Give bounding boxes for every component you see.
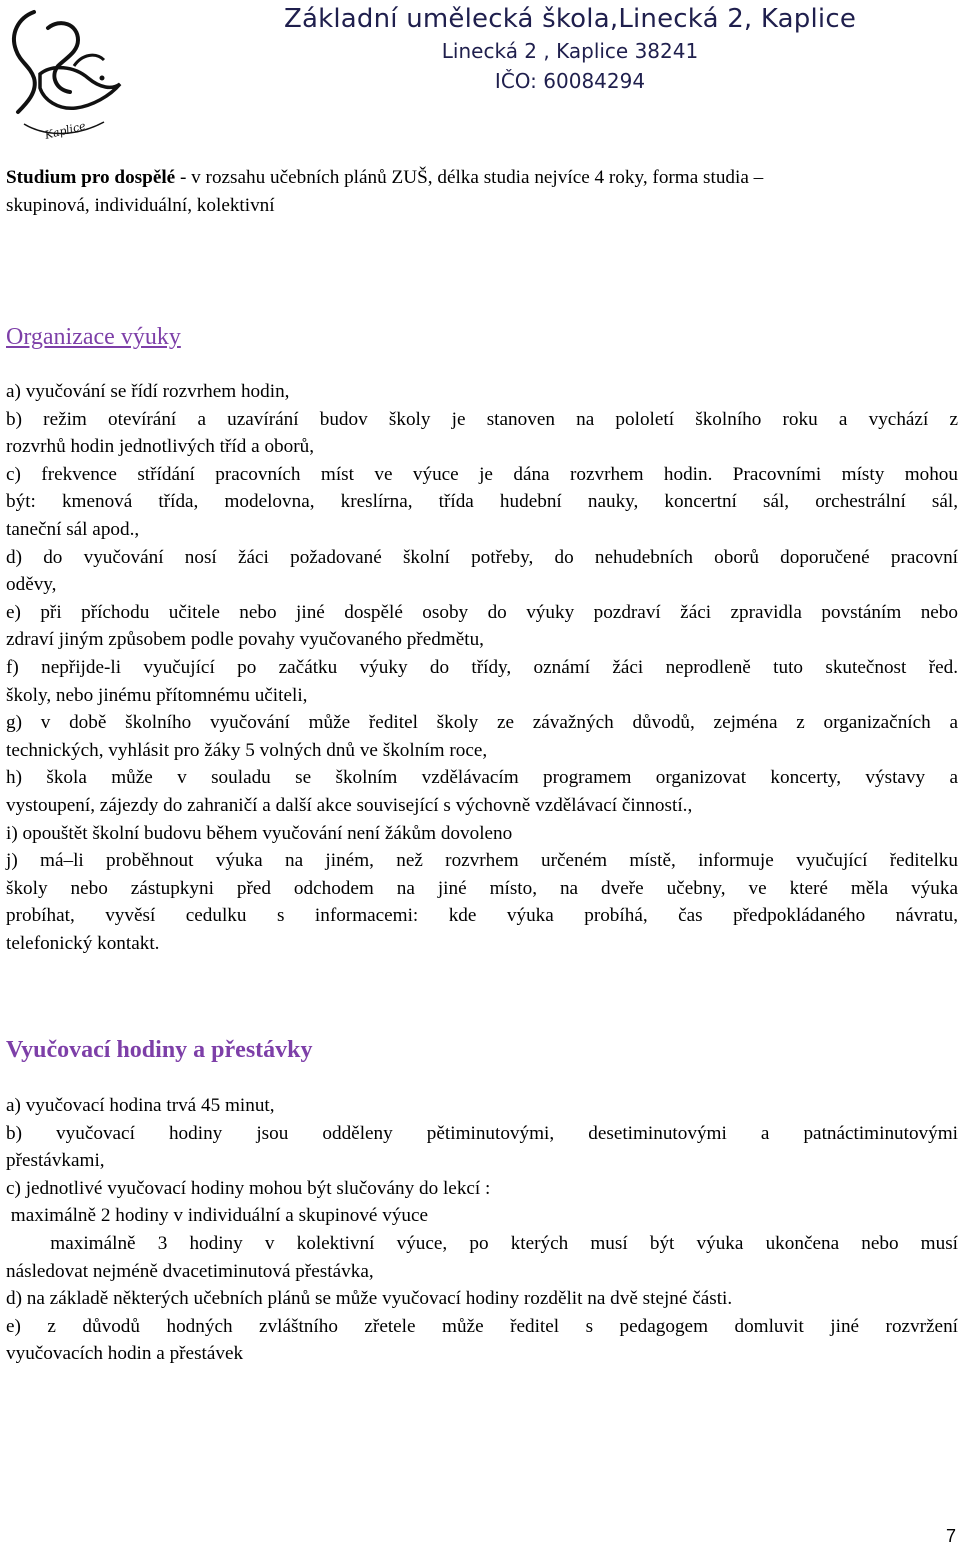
text-line: přestávkami, xyxy=(6,1150,105,1172)
text-line: technických, vyhlásit pro žáky 5 volných dnů ve školním roce, xyxy=(6,739,488,761)
text-line: a) vyučovací hodina trvá 45 minut, xyxy=(6,1095,275,1116)
text-line: probíhat, vyvěsí cedulku s informacemi: kde výuka probíhá, čas předpokládaného návratu, xyxy=(6,905,958,927)
vyucovaci-hodiny-list xyxy=(6,1092,958,1368)
text-line: g) v době školního vyučování může ředitel školy ze závažných důvodů, zejména z organizačních a xyxy=(6,712,958,734)
text-line: oděvy, xyxy=(6,574,57,596)
text-line: d) na základě některých učebních plánů se může vyučovací hodiny rozdělit na dvě stejné části. xyxy=(6,1288,733,1310)
svg-text:Kaplice: Kaplice xyxy=(43,119,87,140)
text-line: e) z důvodů hodných zvláštního zřetele může ředitel s pedagogem domluvit jiné rozvržení xyxy=(6,1315,958,1337)
text-line: následovat nejméně dvacetiminutová přestávka, xyxy=(6,1260,374,1282)
adult-study-paragraph xyxy=(6,164,958,219)
letterhead xyxy=(190,2,950,96)
section-heading-organizace: Organizace výuky xyxy=(6,324,181,350)
section-heading-vyucovaci-hodiny: Vyučovací hodiny a přestávky xyxy=(6,1037,313,1063)
organizace-list xyxy=(6,378,958,957)
text-line: školy nebo zástupkyni před odchodem na jiné místo, na dveře učebny, ve které měla výuka xyxy=(6,877,958,899)
text-line: c) frekvence střídání pracovních míst ve výuce je dána rozvrhem hodin. Pracovními místy mohou xyxy=(6,463,958,485)
text-line: maximálně 2 hodiny v individuální a skupinové výuce xyxy=(6,1205,429,1227)
text-line: rozvrhů hodin jednotlivých tříd a oborů, xyxy=(6,436,315,458)
page-number: 7 xyxy=(945,1526,956,1546)
text-line: j) má–li proběhnout výuka na jiném, než rozvrhem určeném místě, informuje vyučující ředitelku xyxy=(6,850,958,872)
text-line: vystoupení, zájezdy do zahraničí a další akce související s výchovně vzdělávací činností., xyxy=(6,794,693,816)
adult-study-label: Studium pro dospělé xyxy=(6,167,176,188)
adult-study-text-2: skupinová, individuální, kolektivní xyxy=(6,194,275,216)
text-line: školy, nebo jinému přítomnému učiteli, xyxy=(6,684,308,706)
text-line: a) vyučování se řídí rozvrhem hodin, xyxy=(6,381,290,402)
text-line: zdraví jiným způsobem podle povahy vyučovaného předmětu, xyxy=(6,629,484,651)
text-line: být: kmenová třída, modelovna, kreslírna, třída hudební nauky, koncertní sál, orchestrální sál, xyxy=(6,491,958,513)
text-line: i) opouštět školní budovu během vyučování není žákům dovoleno xyxy=(6,822,513,844)
adult-study-text: - v rozsahu učebních plánů ZUŠ, délka studia nejvíce 4 roky, forma studia – xyxy=(175,167,764,188)
school-address: Linecká 2 , Kaplice 38241 xyxy=(441,39,699,63)
school-logo xyxy=(4,4,124,140)
text-line: b) vyučovací hodiny jsou odděleny pětiminutovými, desetiminutovými a patnáctiminutovými xyxy=(6,1122,958,1144)
text-line: e) při příchodu učitele nebo jiné dospělé osoby do výuky pozdraví žáci zpravidla povstáním nebo xyxy=(6,601,958,623)
text-line: h) škola může v souladu se školním vzdělávacím programem organizovat koncerty, výstavy a xyxy=(6,767,958,789)
text-line: f) nepřijde-li vyučující po začátku výuky do třídy, oznámí žáci neprodleně tuto skutečnost řed. xyxy=(6,656,958,678)
text-line: maximálně 3 hodiny v kolektivní výuce, po kterých musí být výuka ukončena nebo musí xyxy=(6,1232,958,1254)
text-line: d) do vyučování nosí žáci požadované školní potřeby, do nehudebních oborů doporučené pracovní xyxy=(6,546,958,568)
text-line: taneční sál apod., xyxy=(6,518,140,540)
text-line: c) jednotlivé vyučovací hodiny mohou být slučovány do lekcí : xyxy=(6,1177,491,1199)
text-line: b) režim otevírání a uzavírání budov školy je stanoven na pololetí školního roku a vychází z xyxy=(6,408,958,430)
school-name: Základní umělecká škola,Linecká 2, Kaplice xyxy=(283,4,857,34)
school-ico: IČO: 60084294 xyxy=(494,69,646,93)
text-line: vyučovacích hodin a přestávek xyxy=(6,1343,244,1365)
text-line: telefonický kontakt. xyxy=(6,932,160,954)
